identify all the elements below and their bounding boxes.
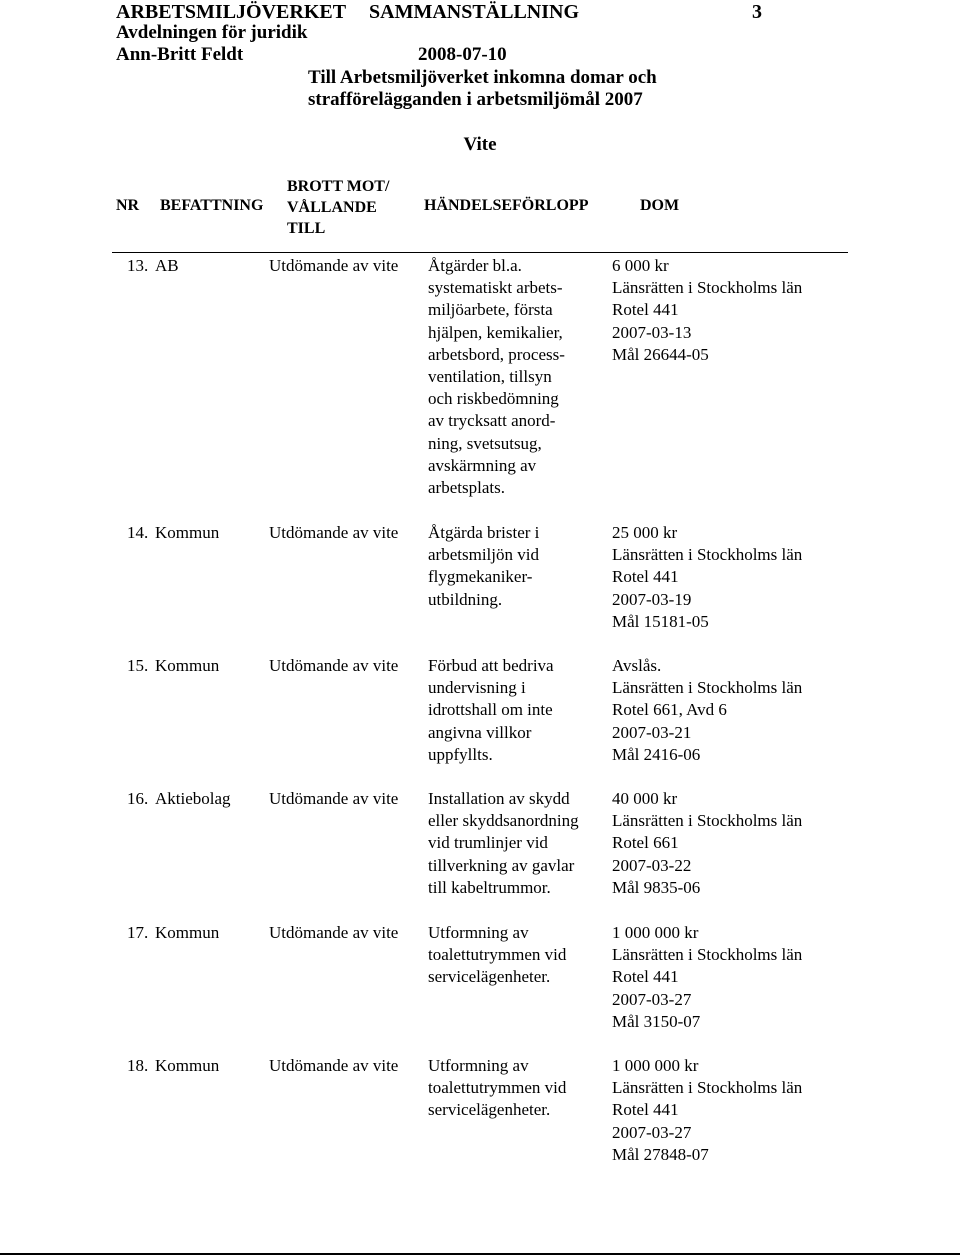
col-header-dom: DOM: [640, 197, 680, 214]
row-number: 15.: [127, 656, 149, 675]
handelse-line: undervisning i: [428, 678, 526, 698]
report-title-line1: Till Arbetsmiljöverket inkomna domar och: [308, 67, 657, 88]
row-dom: [612, 922, 802, 1033]
dom-line: 40 000 kr: [612, 789, 678, 808]
dom-line: 6 000 kr: [612, 256, 669, 275]
dom-line: Mål 3150-07: [612, 1011, 701, 1031]
handelse-line: eller skyddsanordning: [428, 811, 579, 831]
handelse-line: uppfyllts.: [428, 744, 493, 764]
dom-line: 2007-03-27: [612, 989, 692, 1009]
dom-line: Mål 27848-07: [612, 1144, 709, 1164]
handelse-line: av trycksatt anord-: [428, 411, 556, 431]
author: Ann-Britt Feldt: [116, 44, 244, 65]
row-befattning: Aktiebolag: [155, 789, 231, 808]
page-number: 3: [752, 1, 762, 23]
row-brott: Utdömande av vite: [269, 789, 399, 808]
row-dom: [612, 788, 802, 899]
row-brott: Utdömande av vite: [269, 256, 399, 275]
col-header-befattning: BEFATTNING: [160, 197, 264, 214]
handelse-line: Åtgärda brister i: [428, 523, 540, 542]
dom-line: 2007-03-22: [612, 855, 692, 875]
handelse-line: hjälpen, kemikalier,: [428, 322, 563, 342]
row-handelseforlopp: [428, 922, 566, 989]
dom-line: 25 000 kr: [612, 523, 678, 542]
col-header-brott-line2: VÅLLANDE: [287, 199, 377, 216]
dom-line: Länsrätten i Stockholms län: [612, 278, 803, 298]
handelse-line: och riskbedömning: [428, 389, 559, 409]
header-divider: [112, 252, 848, 253]
handelse-line: systematiskt arbets-: [428, 278, 563, 298]
row-handelseforlopp: [428, 1055, 566, 1122]
dom-line: Länsrätten i Stockholms län: [612, 811, 803, 831]
row-handelseforlopp: [428, 255, 565, 499]
department: Avdelningen för juridik: [116, 22, 308, 43]
dom-line: Länsrätten i Stockholms län: [612, 945, 803, 965]
dom-line: Mål 15181-05: [612, 611, 709, 631]
handelse-line: Förbud att bedriva: [428, 656, 554, 675]
row-befattning: Kommun: [155, 923, 220, 942]
handelse-line: idrottshall om inte: [428, 700, 553, 720]
dom-line: Avslås.: [612, 656, 662, 675]
dom-line: 1 000 000 kr: [612, 923, 699, 942]
handelse-line: Utformning av: [428, 1056, 529, 1075]
org-name: ARBETSMILJÖVERKET: [116, 1, 347, 23]
row-number: 18.: [127, 1056, 149, 1075]
dom-line: 2007-03-21: [612, 722, 692, 742]
row-handelseforlopp: [428, 788, 579, 899]
col-header-brott: [287, 176, 389, 239]
dom-line: Rotel 441: [612, 967, 679, 987]
handelse-line: tillverkning av gavlar: [428, 855, 575, 875]
row-dom: [612, 655, 802, 766]
handelse-line: angivna villkor: [428, 722, 532, 742]
col-header-nr: NR: [116, 197, 140, 214]
report-title-line2: strafförelägganden i arbetsmiljömål 2007: [308, 89, 643, 110]
row-befattning: Kommun: [155, 1056, 220, 1075]
handelse-line: flygmekaniker-: [428, 567, 533, 587]
row-brott: Utdömande av vite: [269, 923, 399, 942]
handelse-line: ning, svetsutsug,: [428, 433, 542, 453]
handelse-line: servicelägenheter.: [428, 1100, 551, 1120]
handelse-line: Utformning av: [428, 923, 529, 942]
col-header-handelseforlopp: HÄNDELSEFÖRLOPP: [424, 197, 589, 214]
dom-line: Rotel 441: [612, 1100, 679, 1120]
handelse-line: arbetsplats.: [428, 478, 505, 498]
dom-line: Mål 2416-06: [612, 744, 701, 764]
handelse-line: miljöarbete, första: [428, 300, 553, 320]
dom-line: Mål 26644-05: [612, 344, 709, 364]
row-dom: [612, 255, 802, 366]
handelse-line: avskärmning av: [428, 455, 537, 475]
dom-line: Länsrätten i Stockholms län: [612, 678, 803, 698]
row-number: 14.: [127, 523, 149, 542]
dom-line: Mål 9835-06: [612, 877, 701, 897]
row-befattning: AB: [155, 256, 179, 275]
dom-line: 1 000 000 kr: [612, 1056, 699, 1075]
handelse-line: toalettutrymmen vid: [428, 1078, 567, 1098]
handelse-line: toalettutrymmen vid: [428, 945, 567, 965]
section-title: Vite: [463, 134, 497, 155]
dom-line: Länsrätten i Stockholms län: [612, 545, 803, 565]
dom-line: 2007-03-19: [612, 589, 692, 609]
doc-type: SAMMANSTÄLLNING: [369, 1, 580, 23]
dom-line: Rotel 441: [612, 567, 679, 587]
header-date: 2008-07-10: [418, 44, 507, 65]
row-befattning: Kommun: [155, 656, 220, 675]
handelse-line: Installation av skydd: [428, 789, 570, 808]
row-handelseforlopp: [428, 522, 539, 611]
dom-line: Rotel 441: [612, 300, 679, 320]
dom-line: 2007-03-13: [612, 322, 692, 342]
row-befattning: Kommun: [155, 523, 220, 542]
handelse-line: ventilation, tillsyn: [428, 367, 552, 387]
handelse-line: arbetsmiljön vid: [428, 545, 539, 565]
row-dom: [612, 522, 802, 633]
row-number: 17.: [127, 923, 149, 942]
row-number: 16.: [127, 789, 149, 808]
col-header-brott-line1: BROTT MOT/: [287, 178, 390, 195]
col-header-brott-line3: TILL: [287, 220, 326, 237]
row-brott: Utdömande av vite: [269, 1056, 399, 1075]
dom-line: Rotel 661, Avd 6: [612, 700, 727, 720]
footer-divider: [0, 1253, 960, 1255]
row-number: 13.: [127, 256, 149, 275]
dom-line: 2007-03-27: [612, 1122, 692, 1142]
handelse-line: utbildning.: [428, 589, 503, 609]
dom-line: Rotel 661: [612, 833, 679, 853]
row-brott: Utdömande av vite: [269, 523, 399, 542]
row-handelseforlopp: [428, 655, 554, 766]
row-brott: Utdömande av vite: [269, 656, 399, 675]
handelse-line: Åtgärder bl.a.: [428, 256, 522, 275]
row-dom: [612, 1055, 802, 1166]
handelse-line: servicelägenheter.: [428, 967, 551, 987]
handelse-line: till kabeltrummor.: [428, 877, 551, 897]
handelse-line: arbetsbord, process-: [428, 344, 565, 364]
dom-line: Länsrätten i Stockholms län: [612, 1078, 803, 1098]
handelse-line: vid trumlinjer vid: [428, 833, 548, 853]
